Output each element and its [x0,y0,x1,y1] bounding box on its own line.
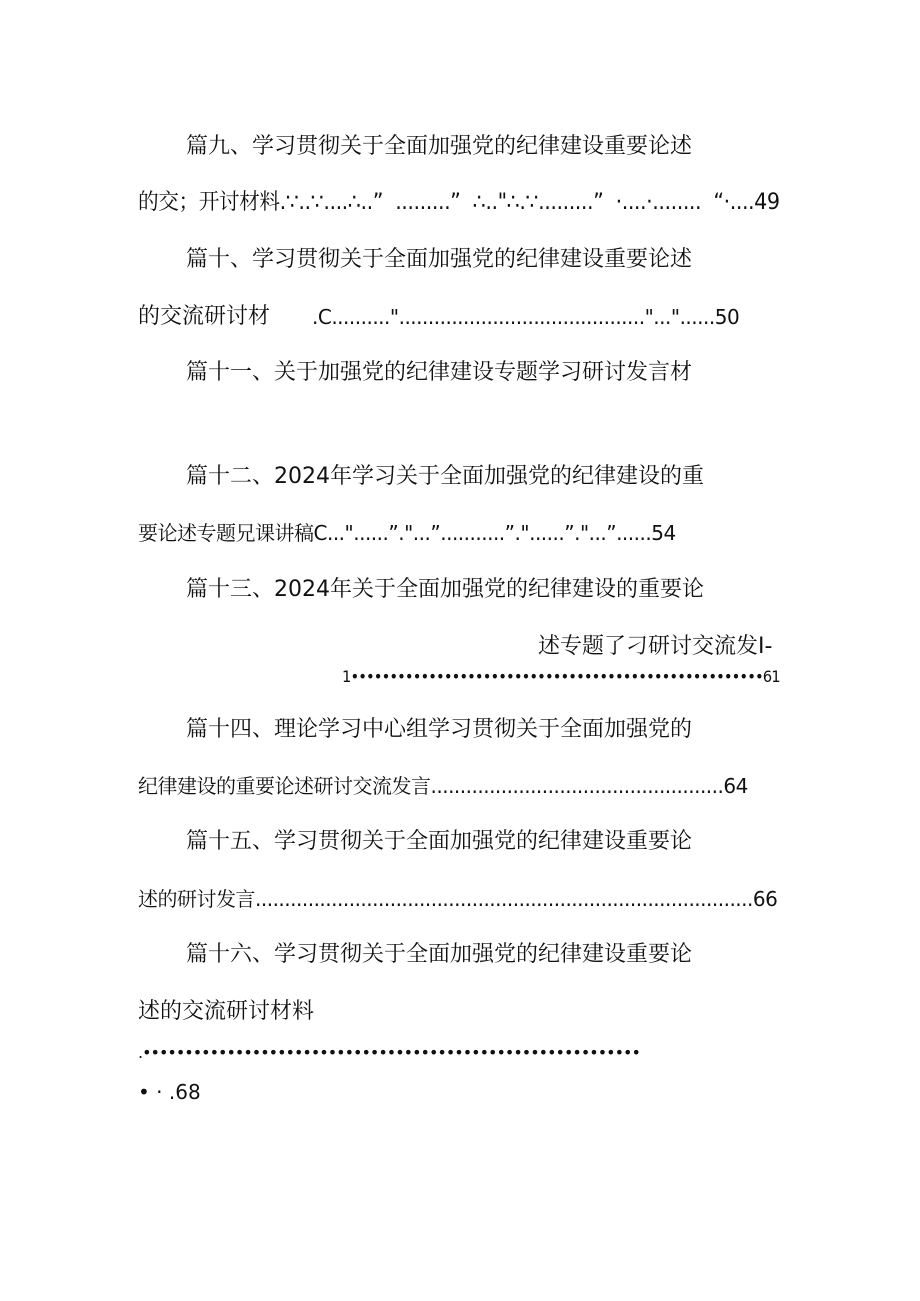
toc-entry-10-title: 篇十、学习贯彻关于全面加强党的纪律建设重要论述 [186,247,693,272]
toc-entry-9-line: 的交；开讨材料.∵..∵....∴..” .........” ∴.."∴.∵.........” ·....·........ “·....49 [138,190,780,215]
toc-entry-15-line: 述的研讨发言.....................................................................................66 [138,887,778,911]
toc-entry-13-line: 述专题了刁研讨交流发I- [538,634,773,659]
toc-entry-13-leader: 1•••••••••••••••••••••••••••••••••••••••••••••••••••••61 [342,667,780,686]
toc-entry-16-leader: .••••••••••••••••••••••••••••••••••••••••••••••••••••••••••• [138,1043,640,1062]
toc-entry-12-line: 要论述专题兄课讲稿C..."......”."...”...........”."......”."...”......54 [138,521,676,545]
toc-entry-12-title: 篇十二、2024年学习关于全面加强党的纪律建设的重 [186,464,704,489]
toc-entry-10-leader: .C..........".........................................."..."......50 [312,305,740,329]
toc-entry-16-line: 述的交流研讨材料 [138,999,315,1024]
toc-entry-9-title: 篇九、学习贯彻关于全面加强党的纪律建设重要论述 [186,134,693,159]
toc-entry-16-page: • · .68 [138,1080,201,1104]
toc-entry-15-title: 篇十五、学习贯彻关于全面加强党的纪律建设重要论 [186,829,693,854]
toc-entry-14-line: 纪律建设的重要论述研讨交流发言..................................................64 [138,774,748,798]
toc-entry-11-title: 篇十一、关于加强党的纪律建设专题学习研讨发言材 [186,360,693,385]
toc-entry-10-label: 的交流研讨材 [138,304,271,329]
toc-entry-13-title: 篇十三、2024年关于全面加强党的纪律建设的重要论 [186,577,704,602]
toc-entry-14-title: 篇十四、理论学习中心组学习贯彻关于全面加强党的 [186,717,693,742]
toc-entry-16-title: 篇十六、学习贯彻关于全面加强党的纪律建设重要论 [186,942,693,967]
